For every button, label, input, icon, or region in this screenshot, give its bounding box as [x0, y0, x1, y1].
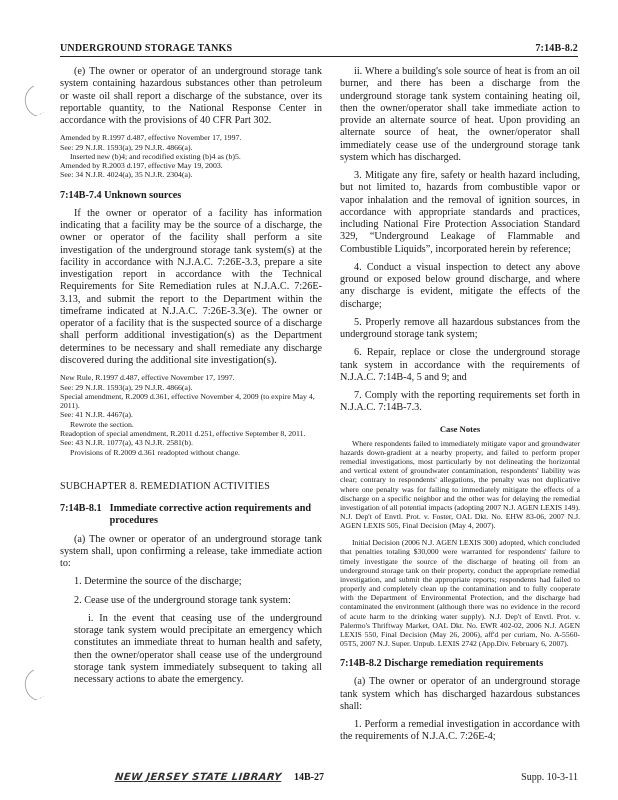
history-line: See: 41 N.J.R. 4467(a). — [60, 410, 133, 420]
section-heading — [60, 503, 322, 528]
paragraph-a: (a) The owner or operator of an underground storage tank system which has discharged hazardous substances shall: — [340, 676, 580, 712]
list-item: 6. Repair, replace or close the underground storage tank system in accordance with the requirements of N.J.A.C. 7:14B-4, 5 and 9; and — [340, 347, 580, 383]
history-line: See: 34 N.J.R. 4024(a), 35 N.J.R. 2304(a). — [60, 170, 193, 180]
history-line: New Rule, R.1997 d.487, effective November 17, 1997. — [60, 373, 235, 383]
paragraph-a: (a) The owner or operator of an underground storage tank system shall, upon confirming a release, take immediate action to: — [60, 533, 322, 570]
history-note — [60, 373, 322, 457]
case-notes-heading: Case Notes — [439, 423, 481, 434]
case-note: Where respondents failed to immediately mitigate vapor and groundwater hazards down-gradient at a nearby property, and failed to perform proper remedial investigations, most particularly by not delineating the horizontal and vertical extent of groundwater contamination, respondents' liability was clear; contrary to respondents' allegations, the penalty was not duplicative where one penalty was for failing to immediately mitigate the effects of a discharge on a specific neighbor and the other was for delaying the remedial investigation of all potential impacts (adopting 2007 N.J. AGEN LEXIS 149). N.J. Dep't of Envtl. Prot. v. Foster, OAL Dkt. No. EHW 83-06, 2007 N.J. AGEN LEXIS 505, Final Decision (May 4, 2007). — [340, 438, 580, 531]
running-header — [60, 38, 578, 54]
history-line: Amended by R.1997 d.487, effective November 17, 1997. — [60, 133, 242, 143]
list-item: 4. Conduct a visual inspection to detect any above ground or exposed below ground discharge, and where any discharge is evident, mitigate the effects of the discharge; — [340, 261, 580, 310]
history-line: Inserted new (b)4; and recodified existing (b)4 as (b)5. — [70, 151, 241, 161]
section-body: If the owner or operator of a facility has information indicating that a facility may be the source of a discharge, the owner or operator of the facility shall perform a site investigation of the underground storage tank system(s) at the facility in accordance with N.J.A.C. 7:26E-3.3, prepare a site investigation report in accordance with the Technical Requirements for Site Remediation rules at N.J.A.C. 7:26E-3.13, and submit the report to the Department within the timeframe indicated at N.J.A.C. 7:26E-3.3(e). The owner or operator of a facility that is the suspected source of a discharge shall perform additional investigation(s) as the Department determines to be necessary and shall remediate any discharge discovered during the additional site investigation(s). — [60, 207, 322, 366]
history-line: See: 29 N.J.R. 1593(a), 29 N.J.R. 4866(a). — [60, 382, 193, 392]
history-note — [60, 133, 322, 179]
list-item: 7. Comply with the reporting requirements set forth in N.J.A.C. 7:14B-7.3. — [340, 390, 580, 414]
history-line: See: 29 N.J.R. 1593(a), 29 N.J.R. 4866(a). — [60, 142, 193, 152]
case-note: Initial Decision (2006 N.J. AGEN LEXIS 300) adopted, which concluded that penalties totaling $30,000 were warranted for respondents' failure to timely investigate the source of the discharge of heating oil from an underground storage tank on their property, conduct the appropriate remedial investigation, and submit the appropriate reports; respondents had failed to properly and completely clean up the contamination and to fully cooperate with the Department of Environmental Protection, and the discharge had contaminated the environment (although there was no evidence in the record of acute harm to the drinking water supply). N.J. Dep't of Envtl. Prot. v. Palermo's Thriftway Market, OAL Dkt. No. EWR 402-02, 2006 N.J. AGEN LEXIS 550, Final Decision (May 26, 2006), aff'd per curiam, No. A-5560-05T5, 2007 N.J. Super. Unpub. LEXIS 2742 (App.Div. February 6, 2007). — [340, 538, 580, 649]
list-item: 2. Cease use of the underground storage tank system: — [74, 594, 291, 606]
list-item: 1. Determine the source of the discharge; — [74, 576, 242, 588]
sub-list-item: i. In the event that ceasing use of the underground storage tank system would precipitate an emergency which constitutes an immediate threat to human health and safety, then the owner/operator shall cease use of the underground storage tank system immediately subsequent to taking all necessary actions to abate the emergency. — [74, 612, 322, 686]
section-title: Immediate corrective action requirements and procedures — [109, 503, 312, 527]
supplement-date: Supp. 10-3-11 — [521, 772, 578, 783]
history-line: Amended by R.2003 d.197, effective May 19, 2003. — [60, 161, 223, 171]
subchapter-heading: SUBCHAPTER 8. REMEDIATION ACTIVITIES — [60, 480, 270, 492]
library-stamp-logo: NEW JERSEY STATE LIBRARY — [114, 772, 283, 783]
left-column — [60, 66, 322, 692]
sub-list-item: ii. Where a building's sole source of heat is from an oil burner, and there has been a discharge from the underground storage tank system containing heating oil, then the owner/operator shall take immediate action to provide an alternate source of heat. Upon providing an alternate source of heat, the owner/operator shall immediately cease use of the underground storage tank system which has discharged. — [340, 66, 580, 163]
margin-mark — [14, 666, 48, 706]
list-item: 1. Perform a remedial investigation in accordance with the requirements of N.J.A.C. 7:26E-4; — [340, 719, 580, 743]
section-heading: 7:14B-7.4 Unknown sources — [60, 189, 182, 201]
page-number: 14B-27 — [294, 772, 324, 783]
history-line: See: 43 N.J.R. 1077(a), 43 N.J.R. 2581(b). — [60, 438, 193, 448]
history-line: Provisions of R.2009 d.361 readopted without change. — [70, 447, 240, 457]
section-heading: 7:14B-8.2 Discharge remediation requirements — [340, 658, 544, 670]
history-line: Rewrote the section. — [70, 419, 134, 429]
list-item: 5. Properly remove all hazardous substances from the underground storage tank system; — [340, 316, 580, 340]
header-section: 7:14B-8.2 — [535, 43, 578, 54]
history-line: Readoption of special amendment, R.2011 d.251, effective September 8, 2011. — [60, 429, 306, 439]
list-item: 3. Mitigate any fire, safety or health hazard including, but not limited to, hazards from combustible vapor or vapor inhalation and the removal of ignition sources, in accordance with appropriate standards and practices, including National Fire Protection Association Standard 329, “Underground Leakage of Flammable and Combustible Liquids”, incorporated herein by reference; — [340, 170, 580, 255]
header-rule — [60, 56, 578, 57]
header-title: UNDERGROUND STORAGE TANKS — [60, 43, 233, 54]
paragraph-e: (e) The owner or operator of an underground storage tank system containing hazardous substances other than petroleum or waste oil shall report a discharge of the substance, over its reportable quantity, to the National Response Center in accordance with the provisions of 40 CFR Part 302. — [60, 66, 322, 126]
history-line: Special amendment, R.2009 d.361, effective November 4, 2009 (to expire May 4, 2011). — [60, 391, 315, 411]
section-number: 7:14B-8.1 — [60, 503, 102, 515]
margin-mark — [14, 82, 48, 122]
right-column — [340, 66, 580, 750]
